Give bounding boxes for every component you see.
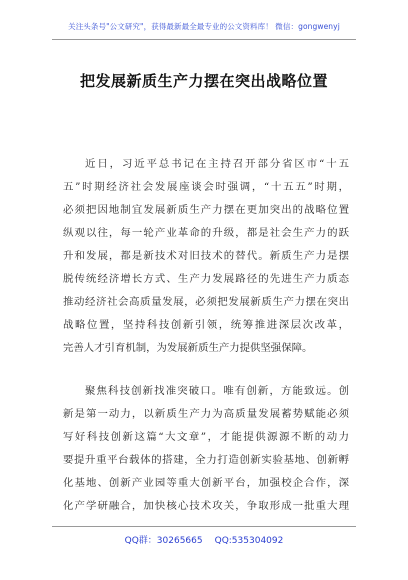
footer-qq: QQ:535304092 (214, 536, 284, 546)
paragraph-line: 升和发展，都是新技术对旧技术的替代。新质生产力是摆 (63, 250, 349, 262)
header-divider (52, 39, 356, 40)
paragraph-line: 脱传统经济增长方式、生产力发展路径的先进生产力质态 (63, 273, 349, 285)
paragraph-line: 要提升重平台载体的搭建，全力打造创新实验基地、创新孵 (63, 454, 349, 466)
paragraph-line: 纵观以往，每一轮产业革命的升级，都是社会生产力的跃 (63, 227, 349, 239)
header-note: 关注头条号"公文研究"，获得最新最全最专业的公文资料库！ 微信：gongwenyj (68, 22, 340, 31)
paragraph-line: 近日，习近平总书记在主持召开部分省区市“十五 (85, 158, 349, 170)
paragraph-line: 战略位置，坚持科技创新引领，统筹推进深层次改革， (63, 319, 349, 331)
paragraph-line: 化产学研融合，加快核心技术攻关，争取形成一批重大理 (63, 500, 349, 512)
paragraph-2 (63, 380, 349, 518)
paragraph-1 (63, 153, 349, 360)
paragraph-line: 五”时期经济社会发展座谈会时强调，“十五五”时期， (63, 181, 349, 193)
paragraph-line: 完善人才引育机制，为发展新质生产力提供坚强保障。 (63, 342, 313, 354)
paragraph-line: 聚焦科技创新找准突破口。唯有创新，方能致远。创 (85, 385, 349, 397)
paragraph-line: 化基地、创新产业园等重大创新平台，加强校企合作，深 (63, 477, 349, 489)
footer-qq-group: QQ群：30265665 (124, 536, 203, 546)
paragraph-line: 必须把因地制宜发展新质生产力摆在更加突出的战略位置 (63, 204, 349, 216)
paragraph-line: 写好科技创新这篇“大文章”，才能提供源源不断的动力 (63, 431, 349, 443)
footer-contact (0, 533, 408, 546)
footer-divider (52, 526, 356, 527)
document-title: 把发展新质生产力摆在突出战略位置 (79, 72, 328, 90)
paragraph-line: 新是第一动力，以新质生产力为高质量发展蓄势赋能必须 (63, 408, 349, 420)
paragraph-line: 推动经济社会高质量发展，必须把发展新质生产力摆在突出 (63, 296, 349, 308)
